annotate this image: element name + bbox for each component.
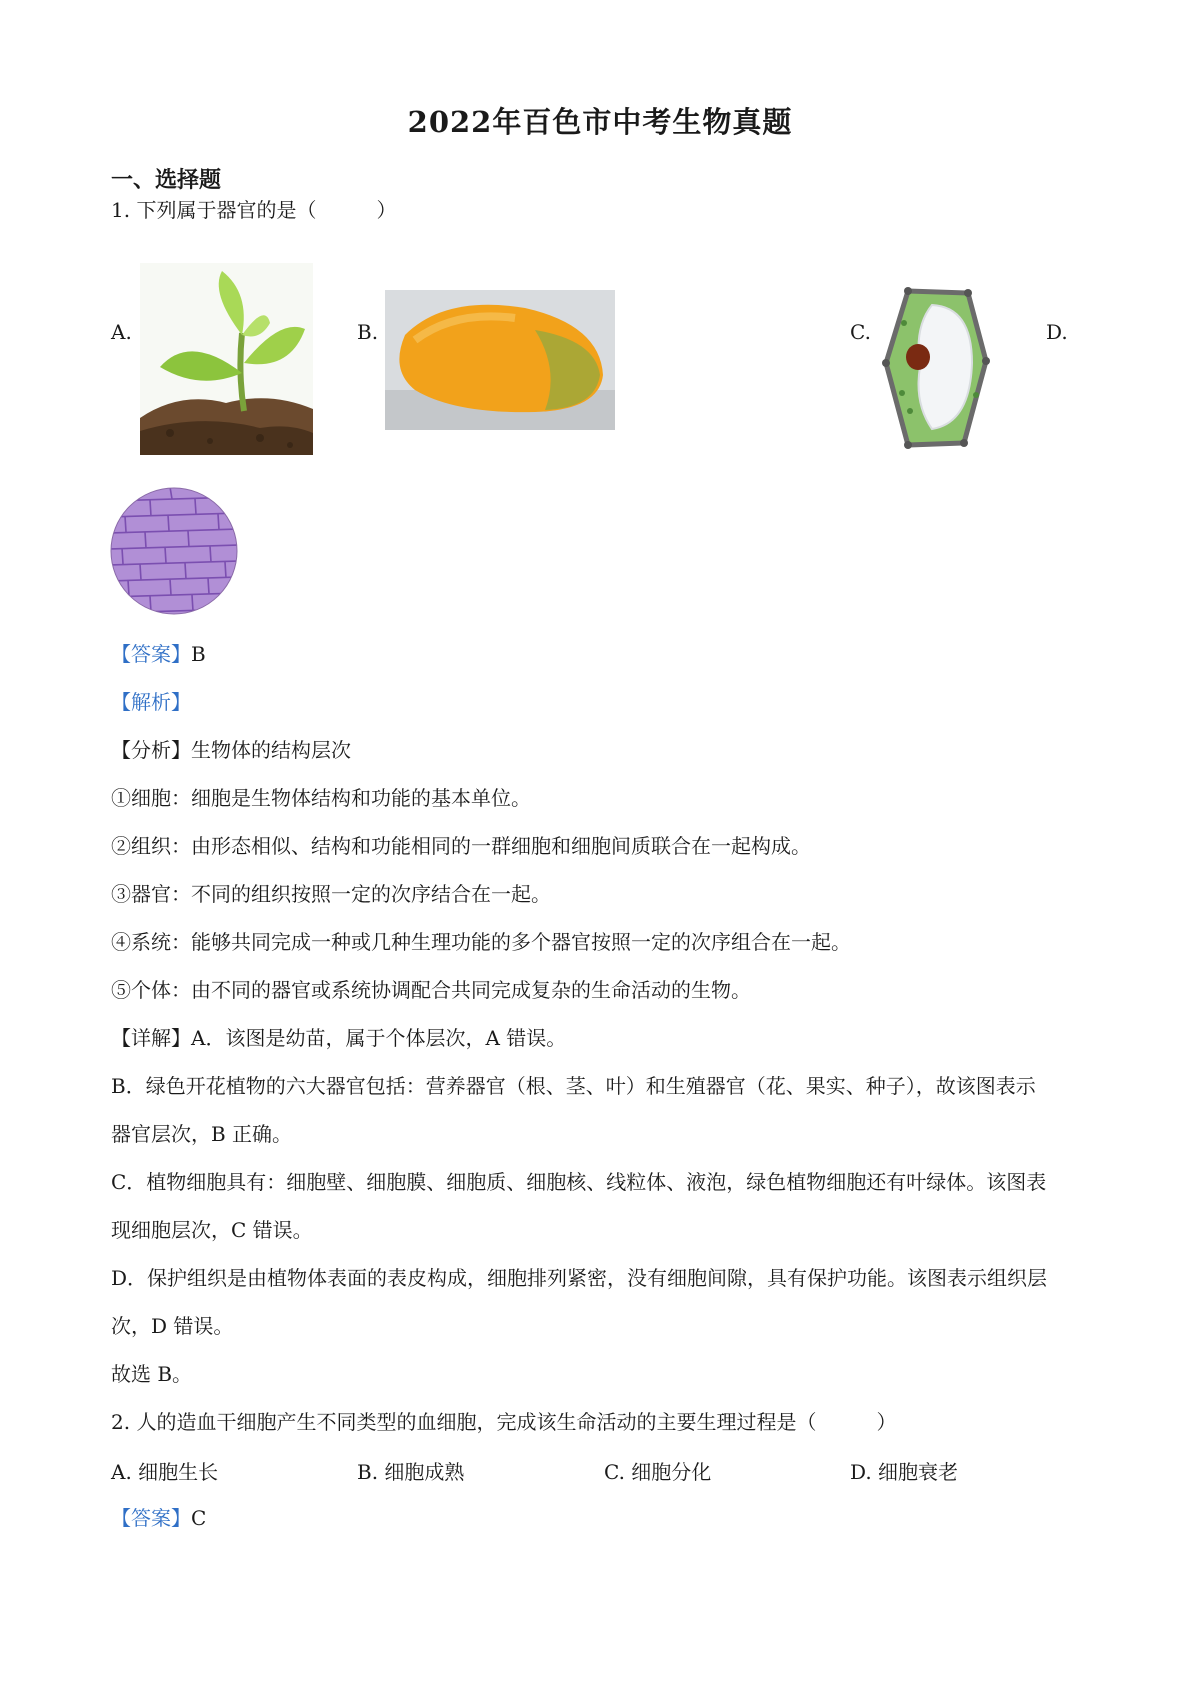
detail-line: 【详解】A．该图是幼苗，属于个体层次，A 错误。 (111, 1026, 567, 1050)
answer-value: C (191, 1506, 207, 1530)
detail-line: C．植物细胞具有：细胞壁、细胞膜、细胞质、细胞核、线粒体、液泡，绿色植物细胞还有叶绿体。该图表 (111, 1170, 1047, 1194)
q2-option-c: C. 细胞分化 (604, 1460, 712, 1484)
answer-1 (111, 640, 206, 668)
analysis-point: ④系统：能够共同完成一种或几种生理功能的多个器官按照一定的次序组合在一起。 (111, 930, 851, 954)
tissue-microscope-image (110, 487, 238, 615)
plant-cell-image (880, 283, 990, 453)
detail-line: 故选 B。 (111, 1362, 193, 1386)
q2-option-a: A. 细胞生长 (111, 1460, 219, 1484)
option-a-label: A. (111, 320, 132, 344)
question-1-stem: 1. 下列属于器官的是（ ） (111, 198, 397, 222)
mango-image (385, 290, 615, 430)
question-2-stem: 2. 人的造血干细胞产生不同类型的血细胞，完成该生命活动的主要生理过程是（ ） (111, 1410, 897, 1434)
option-b-label: B. (357, 320, 379, 344)
answer-tag: 【答案】 (111, 1506, 191, 1530)
answer-2 (111, 1504, 206, 1532)
analysis-point: ②组织：由形态相似、结构和功能相同的一群细胞和细胞间质联合在一起构成。 (111, 834, 811, 858)
analysis-point: ①细胞：细胞是生物体结构和功能的基本单位。 (111, 786, 531, 810)
answer-value: B (191, 642, 206, 666)
section-heading: 一、选择题 (111, 167, 222, 193)
analysis-heading: 【分析】生物体的结构层次 (111, 738, 351, 762)
analysis-point: ③器官：不同的组织按照一定的次序结合在一起。 (111, 882, 551, 906)
detail-line: 器官层次，B 正确。 (111, 1122, 293, 1146)
option-d-label: D. (1046, 320, 1068, 344)
detail-line: D．保护组织是由植物体表面的表皮构成，细胞排列紧密，没有细胞间隙，具有保护功能。该图表示组织层 (111, 1266, 1048, 1290)
page-title: 2022年百色市中考生物真题 (407, 105, 793, 139)
seedling-image (140, 263, 313, 455)
answer-tag: 【答案】 (111, 642, 191, 666)
analysis-point: ⑤个体：由不同的器官或系统协调配合共同完成复杂的生命活动的生物。 (111, 978, 751, 1002)
q2-option-b: B. 细胞成熟 (357, 1460, 465, 1484)
option-c-label: C. (850, 320, 871, 344)
analysis-tag: 【解析】 (111, 690, 191, 714)
q2-option-d: D. 细胞衰老 (850, 1460, 959, 1484)
detail-line: 次，D 错误。 (111, 1314, 234, 1338)
detail-line: 现细胞层次，C 错误。 (111, 1218, 313, 1242)
detail-line: B．绿色开花植物的六大器官包括：营养器官（根、茎、叶）和生殖器官（花、果实、种子），故该图表示 (111, 1074, 1036, 1098)
